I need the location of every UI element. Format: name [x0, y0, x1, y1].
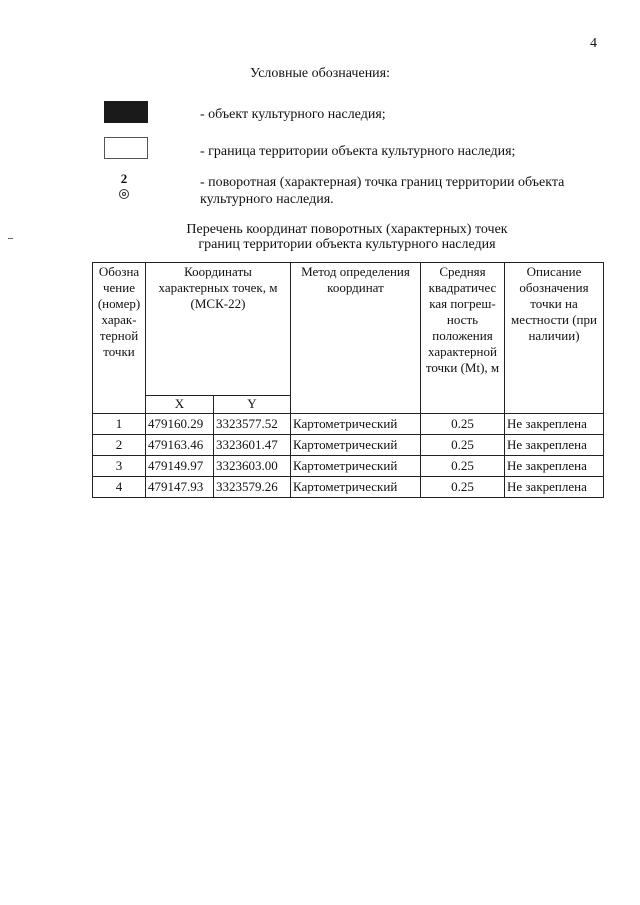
legend-text-heritage-object: - объект культурного наследия;	[200, 107, 386, 122]
cell-description: Не закреплена	[505, 435, 604, 456]
cell-method: Картометрический	[291, 456, 421, 477]
cell-y: 3323579.26	[214, 477, 291, 498]
table-row	[93, 414, 604, 435]
cell-y: 3323577.52	[214, 414, 291, 435]
legend-text-territory-boundary: - граница территории объекта культурного наследия;	[200, 144, 516, 159]
header-method: Метод определения координат	[291, 263, 421, 414]
cell-error: 0.25	[421, 477, 505, 498]
cell-x: 479160.29	[146, 414, 214, 435]
cell-x: 479147.93	[146, 477, 214, 498]
header-coordinates: Координаты характерных точек, м (МСК-22)	[146, 263, 291, 396]
header-description: Описание обозначения точки на местности (при наличии)	[505, 263, 604, 414]
list-title-line-2: границ территории объекта культурного наследия	[198, 237, 496, 252]
cell-x: 479163.46	[146, 435, 214, 456]
cell-method: Картометрический	[291, 414, 421, 435]
turning-point-symbol-label: 2	[120, 171, 128, 186]
cell-point: 2	[93, 435, 146, 456]
cell-error: 0.25	[421, 456, 505, 477]
coordinates-list-title	[0, 222, 640, 252]
cell-point: 3	[93, 456, 146, 477]
page-number: 4	[590, 36, 597, 51]
table-row	[93, 477, 604, 498]
cell-y: 3323603.00	[214, 456, 291, 477]
cell-method: Картометрический	[291, 477, 421, 498]
cell-point: 4	[93, 477, 146, 498]
coordinates-table	[92, 262, 604, 498]
cell-description: Не закреплена	[505, 456, 604, 477]
header-y: Y	[214, 396, 291, 414]
list-title-line-1: Перечень координат поворотных (характерных) точек	[186, 222, 508, 237]
cell-description: Не закреплена	[505, 477, 604, 498]
turning-point-symbol-icon	[116, 172, 132, 199]
territory-boundary-symbol-icon	[104, 137, 148, 159]
table-row	[93, 456, 604, 477]
cell-method: Картометрический	[291, 435, 421, 456]
header-designation: Обозна чение (номер) харак-терной точки	[93, 263, 146, 414]
circled-point-icon	[119, 189, 129, 199]
cell-description: Не закреплена	[505, 414, 604, 435]
cell-y: 3323601.47	[214, 435, 291, 456]
header-x: X	[146, 396, 214, 414]
header-error: Средняя квадратичес кая погреш-ность положения характерной точки (Mt), м	[421, 263, 505, 414]
heritage-object-symbol-icon	[104, 101, 148, 123]
cell-x: 479149.97	[146, 456, 214, 477]
cell-point: 1	[93, 414, 146, 435]
cell-error: 0.25	[421, 414, 505, 435]
cell-error: 0.25	[421, 435, 505, 456]
legend-text-turning-point: - поворотная (характерная) точка границ территории объекта культурного наследия.	[200, 175, 565, 207]
legend-title: Условные обозначения:	[249, 66, 391, 81]
table-row	[93, 435, 604, 456]
